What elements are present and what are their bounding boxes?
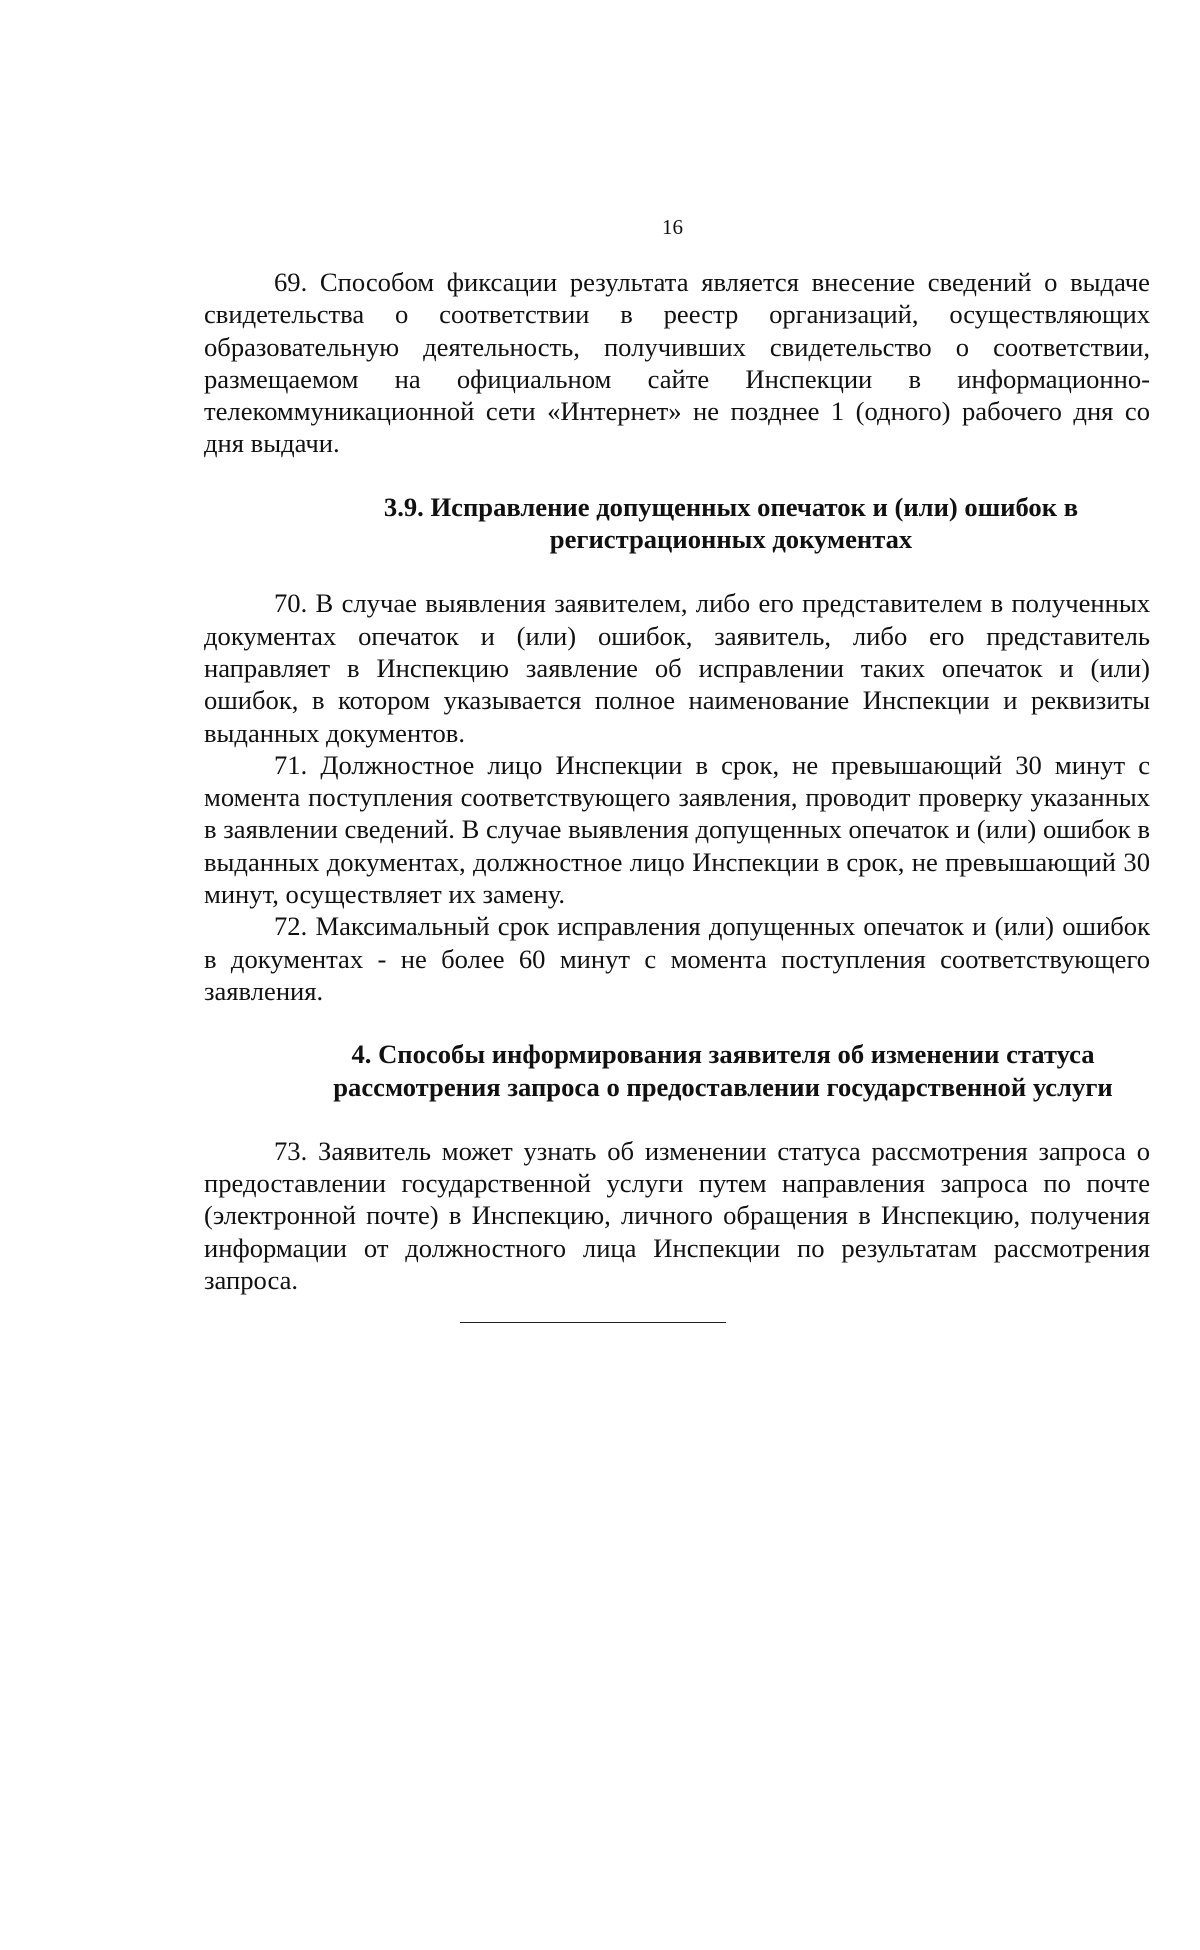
section-heading-3-9-line-2: регистрационных документах: [549, 524, 913, 555]
paragraph-72: 72. Максимальный срок исправления допущенных опечаток и (или) ошибок в документах - не более 60 минут с момента поступления соответствующего заявления.: [204, 911, 1150, 1006]
paragraph-71: 71. Должностное лицо Инспекции в срок, не превышающий 30 минут с момента поступления соответствующего заявления, проводит проверку указанных в заявлении сведений. В случае выявления допущенных опечаток и (или) ошибок в выданных документах, должностное лицо Инспекции в срок, не превышающий 30 минут, осуществляет их замену.: [204, 749, 1150, 910]
end-of-document-rule: [460, 1322, 726, 1323]
paragraph-73: 73. Заявитель может узнать об изменении статуса рассмотрения запроса о предоставлении государственной услуги путем направления запроса по почте (электронной почте) в Инспекцию, личного обращения в Инспекцию, получения информации от должностного лица Инспекции по результатам рассмотрения запроса.: [204, 1135, 1150, 1296]
page-number: 16: [662, 215, 683, 239]
section-heading-4: [204, 1038, 1150, 1103]
document-body: [204, 266, 1150, 1323]
paragraph-70: 70. В случае выявления заявителем, либо его представителем в полученных документах опечаток и (или) ошибок, заявитель, либо его представитель направляет в Инспекцию заявление об исправлении таких опечаток и (или) ошибок, в котором указывается полное наименование Инспекции и реквизиты выданных документов.: [204, 588, 1150, 748]
section-heading-4-line-2: рассмотрения запроса о предоставлении государственной услуги: [333, 1071, 1113, 1102]
section-heading-3-9-line-1: 3.9. Исправление допущенных опечаток и (или) ошибок в: [383, 491, 1079, 522]
paragraph-69: 69. Способом фиксации результата является внесение сведений о выдаче свидетельства о соответствии в реестр организаций, осуществляющих образовательную деятельность, получивших свидетельство о соответствии, размещаемом на официальном сайте Инспекции в информационно-телекоммуникационной сети «Интернет» не позднее 1 (одного) рабочего дня со дня выдачи.: [204, 267, 1150, 459]
section-heading-4-line-1: 4. Способы информирования заявителя об изменении статуса: [351, 1039, 1095, 1070]
section-heading-3-9: [204, 491, 1150, 556]
